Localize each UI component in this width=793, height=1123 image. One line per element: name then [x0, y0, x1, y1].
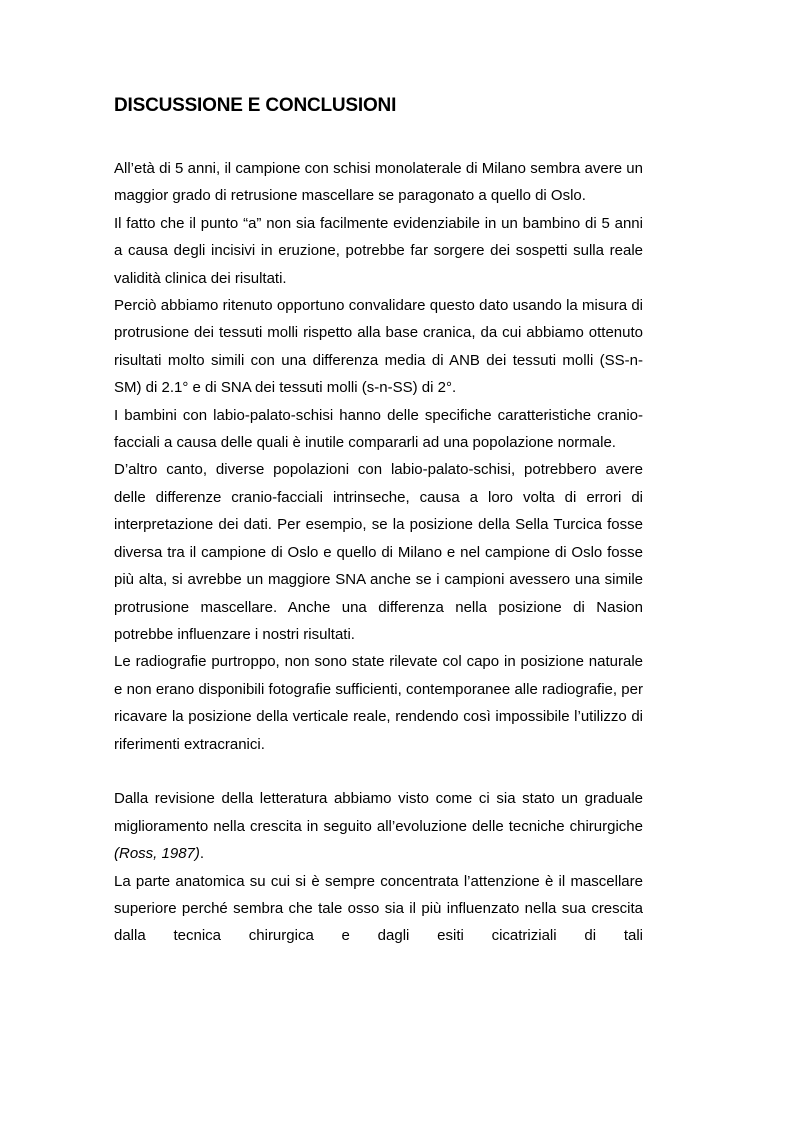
paragraph-spacer [114, 758, 643, 785]
paragraph-end: . [199, 845, 205, 863]
paragraph: D’altro canto, diverse popolazioni con labio-palato-schisi, potrebbero avere delle differenze cranio-facciali intrinseche, causa a loro volta di errori di interpretazione dei dati. Per esempio, se la posizione della Sella Turcica fosse diversa tra il campione di Oslo e quello di Milano e nel campione di Oslo fosse più alta, si avrebbe un maggiore SNA anche se i campioni avessero una simile protrusione mascellare. Anche una differenza nella posizione di Nasion potrebbe influenzare i nostri risultati. [114, 461, 643, 643]
section-heading: DISCUSSIONE E CONCLUSIONI [114, 95, 397, 116]
paragraph: La parte anatomica su cui si è sempre concentrata l’attenzione è il mascellare superiore perché sembra che tale osso sia il più influenzato nella sua crescita dalla tecnica chirurgica e dagli esiti cicatriziali di tali [114, 872, 643, 945]
paragraph: I bambini con labio-palato-schisi hanno delle specifiche caratteristiche cranio-facciali a causa delle quali è inutile compararli ad una popolazione normale. [114, 406, 643, 452]
paragraph [114, 785, 643, 867]
citation: (Ross, 1987) [114, 845, 200, 863]
document-body [114, 155, 643, 950]
paragraph: Le radiografie purtroppo, non sono state rilevate col capo in posizione naturale e non erano disponibili fotografie sufficienti, contemporanee alle radiografie, per ricavare la posizione della verticale reale, rendendo così impossibile l’utilizzo di riferimenti extracranici. [114, 653, 643, 753]
paragraph-text: Dalla revisione della letteratura abbiamo visto come ci sia stato un graduale miglioramento nella crescita in seguito all’evoluzione delle tecniche chirurgiche [114, 790, 643, 835]
paragraph: Il fatto che il punto “a” non sia facilmente evidenziabile in un bambino di 5 anni a causa degli incisivi in eruzione, potrebbe far sorgere dei sospetti sulla reale validità clinica dei risultati. [114, 214, 643, 287]
paragraph: Perciò abbiamo ritenuto opportuno convalidare questo dato usando la misura di protrusione dei tessuti molli rispetto alla base cranica, da cui abbiamo ottenuto risultati molto simili con una differenza media di ANB dei tessuti molli (SS-n-SM) di 2.1° e di SNA dei tessuti molli (s-n-SS) di 2°. [114, 297, 643, 397]
paragraph: All’età di 5 anni, il campione con schisi monolaterale di Milano sembra avere un maggior grado di retrusione mascellare se paragonato a quello di Oslo. [114, 160, 643, 205]
